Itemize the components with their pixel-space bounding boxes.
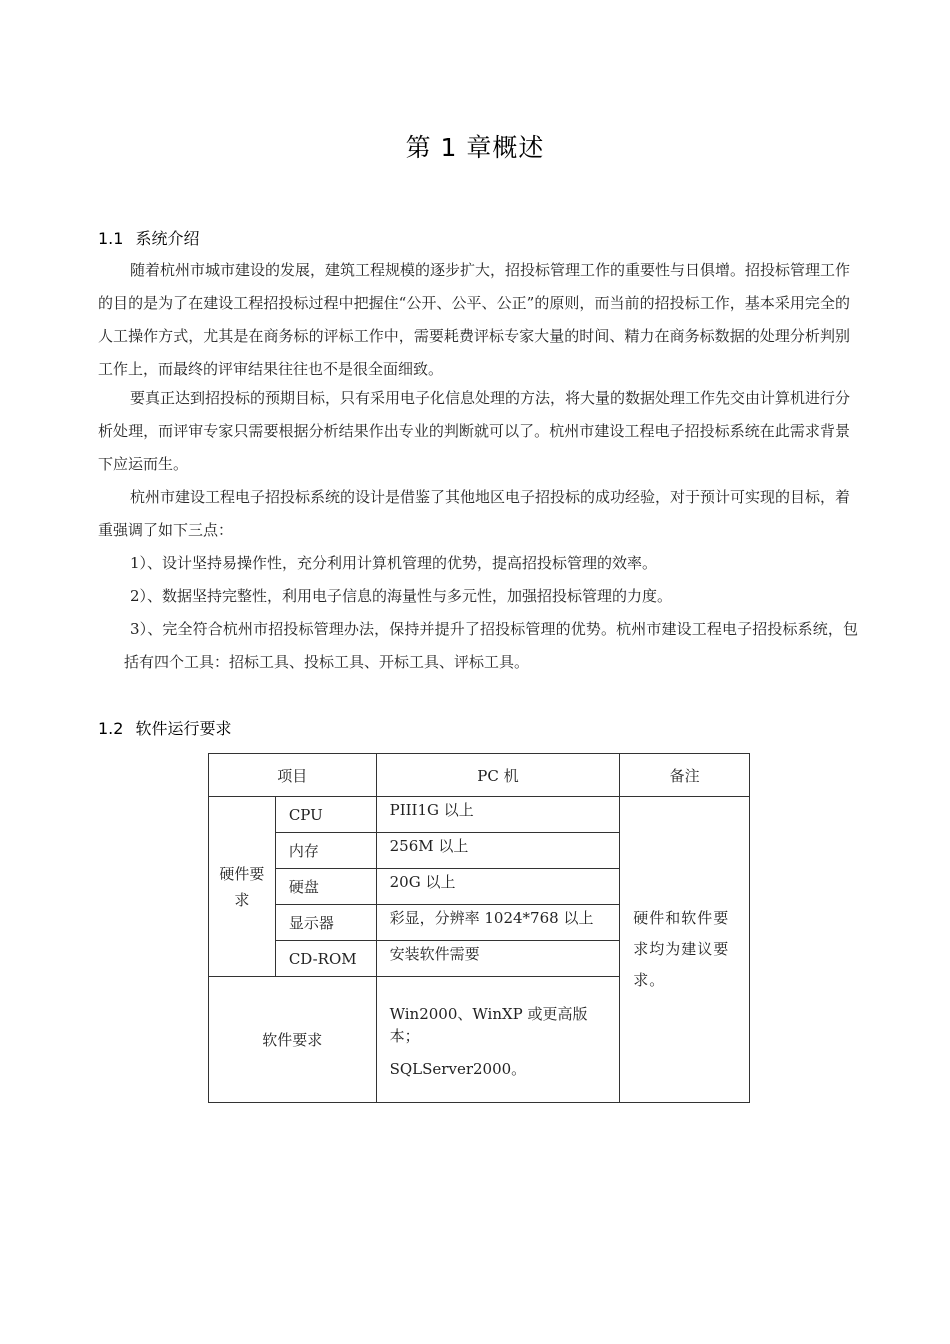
remark-cell: 硬件和软件要求均为建议要求。 [620,797,750,1103]
header-cell-remark: 备注 [620,754,750,797]
header-cell-pc: PC 机 [376,754,620,797]
section-heading-requirements [98,716,231,739]
paragraph: 杭州市建设工程电子招投标系统的设计是借鉴了其他地区电子招投标的成功经验，对于预计可实现的目标，着重强调了如下三点： [98,488,851,539]
software-value-line: SQLServer2000。 [389,1060,527,1078]
hardware-item-cell: 显示器 [275,905,376,941]
hardware-label-cell: 硬件要求 [209,797,276,977]
hardware-item-cell: CD-ROM [275,941,376,977]
hardware-item-cell: 硬盘 [275,869,376,905]
hardware-value-cell: 256M 以上 [376,833,620,869]
table-row [209,797,750,833]
section-title: 软件运行要求 [135,719,232,738]
hardware-value-cell: 彩显，分辨率 1024*768 以上 [376,905,620,941]
section-title: 系统介绍 [135,229,200,248]
table-header-row [209,754,750,797]
paragraph: 要真正达到招投标的预期目标，只有采用电子化信息处理的方法，将大量的数据处理工作先交由计算机进行分析处理，而评审专家只需要根据分析结果作出专业的判断就可以了。杭州市建设工程电子招投标系统在此需求背景下应运而生。 [98,389,851,473]
software-value-cell [376,977,620,1103]
hardware-value-cell: 安装软件需要 [376,941,620,977]
hardware-item-cell: CPU [275,797,376,833]
hardware-item-cell: 内存 [275,833,376,869]
list-item: 1）、设计坚持易操作性，充分利用计算机管理的优势，提高招投标管理的效率。 [130,554,658,572]
software-value-line: Win2000、WinXP 或更高版本； [389,1005,588,1045]
paragraph: 随着杭州市城市建设的发展，建筑工程规模的逐步扩大，招投标管理工作的重要性与日俱增。招投标管理工作的目的是为了在建设工程招投标过程中把握住“公开、公平、公正”的原则，而当前的招投标工作，基本采用完全的人工操作方式，尤其是在商务标的评标工作中，需要耗费评标专家大量的时间、精力在商务标数据的处理分析判别工作上，而最终的评审结果往往也不是很全面细致。 [98,261,851,378]
list-item: 2）、数据坚持完整性，利用电子信息的海量性与多元性，加强招投标管理的力度。 [130,587,673,605]
section-number: 1.1 [98,229,124,248]
hardware-value-cell: 20G 以上 [376,869,620,905]
chapter-title: 第 1 章概述 [405,133,545,162]
list-item: 3）、完全符合杭州市招投标管理办法，保持并提升了招投标管理的优势。杭州市建设工程电子招投标系统，包括有四个工具：招标工具、投标工具、开标工具、评标工具。 [124,620,858,671]
header-cell-item: 项目 [209,754,377,797]
section-number: 1.2 [98,719,124,738]
section-heading-intro [98,226,199,249]
requirements-table [208,753,750,1103]
software-label-cell: 软件要求 [209,977,377,1103]
hardware-value-cell: PIII1G 以上 [376,797,620,833]
